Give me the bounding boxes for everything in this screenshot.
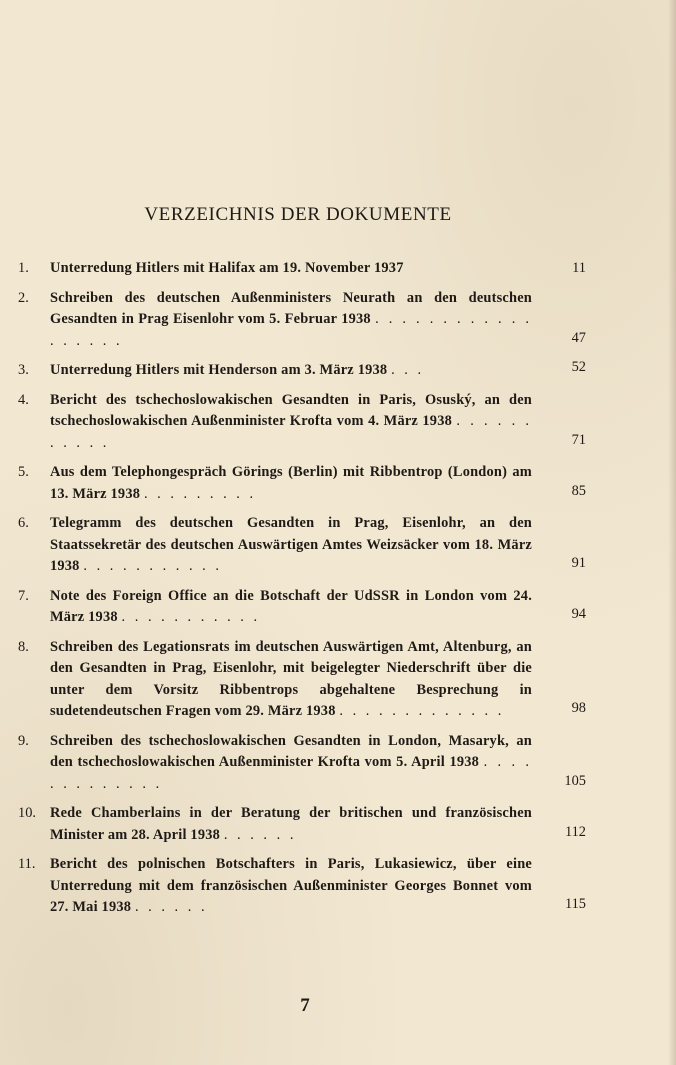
entry-page: 115 xyxy=(564,896,586,912)
entry-number: 3. xyxy=(18,362,29,378)
entry-title xyxy=(50,360,532,382)
entry-title xyxy=(50,803,532,846)
toc-entry xyxy=(18,637,598,723)
toc-entry xyxy=(18,731,598,796)
toc-entry xyxy=(18,258,598,280)
entry-page: 98 xyxy=(571,700,586,716)
entry-title-text: Unterredung Hitlers mit Halifax am 19. November 1937 xyxy=(50,260,404,276)
entry-page: 105 xyxy=(564,772,586,789)
entry-page: 94 xyxy=(571,606,586,622)
entry-title-text: Telegramm des deutschen Gesandten in Prag, Eisenlohr, an den Staatssekretär des deutschen Auswärtigen Amtes Weizsäcker vom 18. März 1938 xyxy=(50,515,532,574)
entry-number: 1. xyxy=(18,260,29,276)
entry-title xyxy=(50,462,532,505)
entry-title xyxy=(50,637,532,723)
entry-page: 85 xyxy=(571,482,586,499)
entry-title xyxy=(50,586,532,629)
leader-dots: . . . . . . . . . . . . . xyxy=(50,754,532,792)
entry-title xyxy=(50,513,532,578)
entry-number: 10. xyxy=(18,805,36,821)
toc-entry xyxy=(18,586,598,629)
entry-title xyxy=(50,854,532,919)
entry-page: 112 xyxy=(564,823,586,840)
entry-title-text: Rede Chamberlains in der Beratung der britischen und französischen Minister am 28. April 1938 xyxy=(50,805,532,843)
entry-title-text: Schreiben des tschechoslowakischen Gesandten in London, Masaryk, an den tschechoslowakischen Außenminister Krofta vom 5. April 1938 xyxy=(50,732,532,770)
toc-entry xyxy=(18,513,598,578)
entry-title-text: Note des Foreign Office an die Botschaft der UdSSR in London vom 24. März 1938 xyxy=(50,587,532,625)
page-number: 7 xyxy=(300,995,310,1016)
entry-number: 5. xyxy=(18,464,29,480)
leader-dots: . . . xyxy=(391,362,425,378)
entry-number: 6. xyxy=(18,515,29,531)
entry-title-text: Aus dem Telephongespräch Görings (Berlin) mit Ribbentrop (London) am 13. März 1938 xyxy=(50,464,532,502)
toc-entry xyxy=(18,288,598,353)
entry-page: 91 xyxy=(571,555,586,571)
entry-number: 9. xyxy=(18,732,29,749)
leader-dots: . . . . . . . . . . . xyxy=(121,609,261,625)
table-of-contents xyxy=(18,258,598,927)
entry-number: 2. xyxy=(18,289,29,306)
toc-entry xyxy=(18,803,598,846)
entry-number: 8. xyxy=(18,638,29,655)
entry-title-text: Unterredung Hitlers mit Henderson am 3. März 1938 xyxy=(50,362,388,378)
leader-dots: . . . . . . . . . xyxy=(143,485,257,502)
leader-dots: . . . . . . . . . . . xyxy=(50,413,532,451)
leader-dots: . . . . . . xyxy=(134,899,208,915)
entry-page: 47 xyxy=(571,329,586,346)
toc-entry xyxy=(18,462,598,505)
entry-title xyxy=(50,258,532,280)
entry-page: 52 xyxy=(571,359,586,375)
entry-title xyxy=(50,390,532,455)
toc-entry xyxy=(18,390,598,455)
entry-number: 4. xyxy=(18,391,29,408)
toc-entry xyxy=(18,854,598,919)
entry-title-text: Schreiben des Legationsrats im deutschen Auswärtigen Amt, Altenburg, an den Gesandten in Prag, Eisenlohr, mit beigelegter Niederschrift über die unter dem Vorsitz Ribbentrops abgehaltene Besprechung in sudetendeutschen Fragen vom 29. März 1938 xyxy=(50,638,532,719)
entry-title-text: Schreiben des deutschen Außenministers Neurath an den deutschen Gesandten in Prag Eisenlohr vom 5. Februar 1938 xyxy=(50,289,532,327)
page-edge-shadow xyxy=(668,0,676,1065)
entry-number: 7. xyxy=(18,587,29,604)
entry-title-text: Bericht des polnischen Botschafters in Paris, Lukasiewicz, über eine Unterredung mit dem französischen Außenminister Georges Bonnet vom 27. Mai 1938 xyxy=(50,856,532,915)
leader-dots: . . . . . . . . . . . . . . . . . . xyxy=(50,311,532,349)
leader-dots: . . . . . . . . . . . . . xyxy=(339,703,505,719)
leader-dots: . . . . . . . . . . . xyxy=(83,558,222,574)
document-title: VERZEICHNIS DER DOKUMENTE xyxy=(144,204,452,225)
entry-title xyxy=(50,288,532,353)
entry-number: 11. xyxy=(18,856,36,872)
toc-entry xyxy=(18,360,598,382)
leader-dots: . . . . . . xyxy=(223,826,297,843)
entry-title xyxy=(50,731,532,796)
entry-page: 11 xyxy=(572,260,586,276)
entry-page: 71 xyxy=(571,431,586,448)
entry-title-text: Bericht des tschechoslowakischen Gesandten in Paris, Osuský, an den tschechoslowakischen Außenminister Krofta vom 4. März 1938 xyxy=(50,391,532,429)
